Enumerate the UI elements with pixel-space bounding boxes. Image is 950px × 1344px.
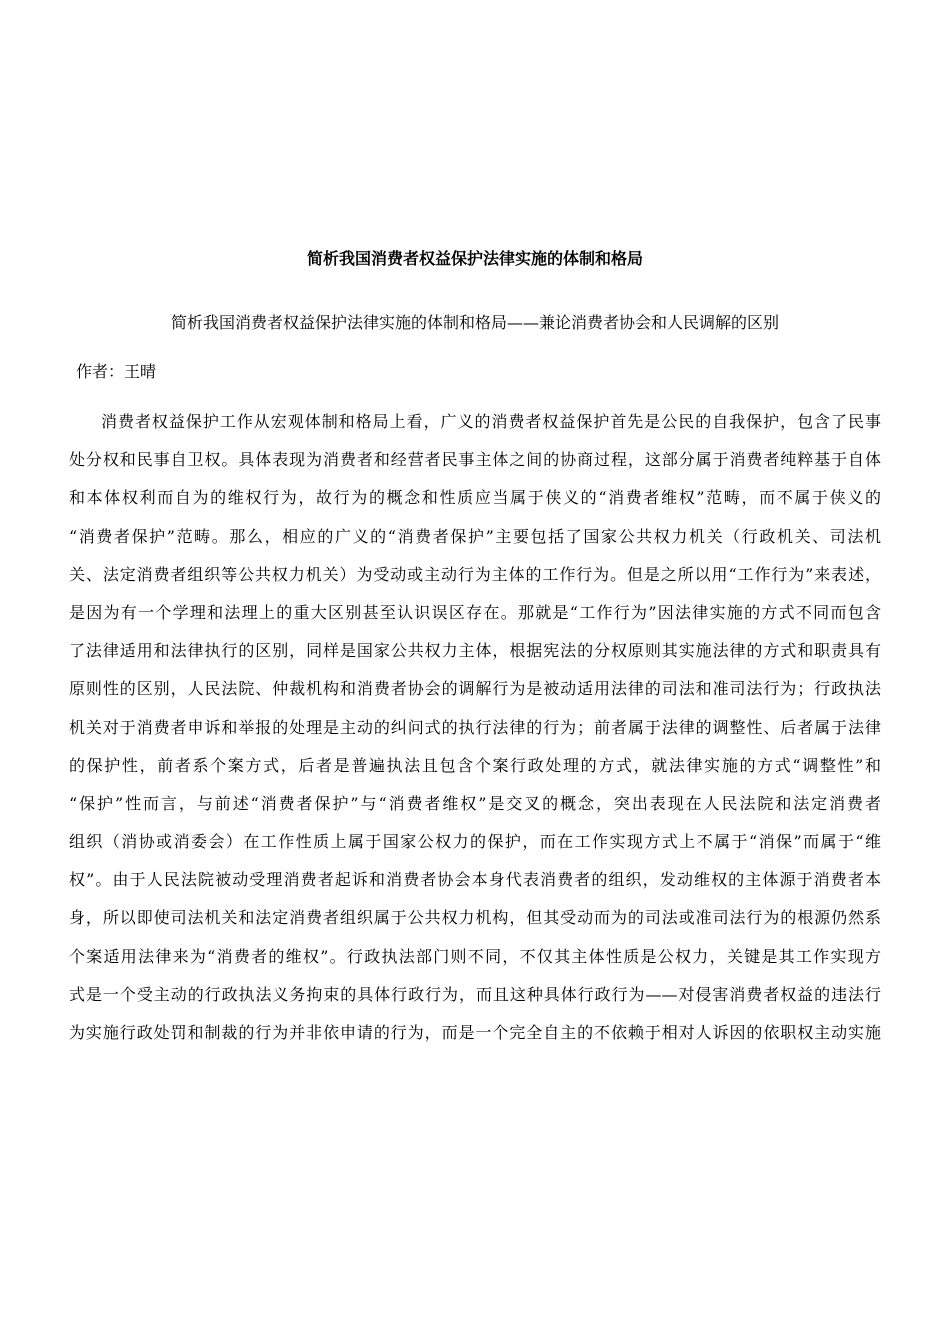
paragraph-line: 了法律适用和法律执行的区别，同样是国家公共权力主体，根据宪法的分权原则其实施法律的方式和职责具有 [69,641,881,661]
author-line: 作者：王晴 [76,362,157,381]
paragraph-line: “消费者保护”范畴。那么，相应的广义的“消费者保护”主要包括了国家公共权力机关（行政机关、司法机 [69,526,881,546]
paragraph-line: 和本体权利而自为的维权行为，故行为的概念和性质应当属于侠义的“消费者维权”范畴，而不属于侠义的 [69,488,881,508]
paragraph-line: 为实施行政处罚和制裁的行为并非依申请的行为，而是一个完全自主的不依赖于相对人诉因的依职权主动实施 [69,1023,881,1042]
paragraph-line: 组织（消协或消委会）在工作性质上属于国家公权力的保护，而在工作实现方式上不属于“消保”而属于“维 [69,832,881,852]
paragraph-line: 身，所以即使司法机关和法定消费者组织属于公共权力机构，但其受动而为的司法或准司法行为的根源仍然系 [69,908,881,928]
paragraph-line: “保护”性而言，与前述“消费者保护”与“消费者维权”是交叉的概念，突出表现在人民法院和法定消费者 [69,793,881,813]
paragraph-line: 个案适用法律来为“消费者的维权”。行政执法部门则不同，不仅其主体性质是公权力，关键是其工作实现方 [69,946,881,966]
paragraph-line: 关、法定消费者组织等公共权力机关）为受动或主动行为主体的工作行为。但是之所以用“工作行为”来表述， [69,564,881,584]
paragraph-line: 权”。由于人民法院被动受理消费者起诉和消费者协会本身代表消费者的组织，发动维权的主体源于消费者本 [69,870,881,890]
paragraph-line: 机关对于消费者申诉和举报的处理是主动的纠问式的执行法律的行为；前者属于法律的调整性、后者属于法律 [69,717,881,737]
document-subtitle: 简析我国消费者权益保护法律实施的体制和格局——兼论消费者协会和人民调解的区别 [170,313,779,332]
paragraph-line: 消费者权益保护工作从宏观体制和格局上看，广义的消费者权益保护首先是公民的自我保护，包含了民事 [101,412,881,431]
body-paragraph [69,411,881,1060]
document-title: 简析我国消费者权益保护法律实施的体制和格局 [306,249,643,268]
paragraph-line: 的保护性，前者系个案方式，后者是普遍执法且包含个案行政处理的方式，就法律实施的方式“调整性”和 [69,755,881,775]
paragraph-line: 是因为有一个学理和法理上的重大区别甚至认识误区存在。那就是“工作行为”因法律实施的方式不同而包含 [69,602,881,622]
paragraph-line: 原则性的区别，人民法院、仲裁机构和消费者协会的调解行为是被动适用法律的司法和准司法行为；行政执法 [69,679,881,699]
paragraph-line: 式是一个受主动的行政执法义务拘束的具体行政行为，而且这种具体行政行为——对侵害消费者权益的违法行 [69,984,881,1004]
paragraph-line: 处分权和民事自卫权。具体表现为消费者和经营者民事主体之间的协商过程，这部分属于消费者纯粹基于自体 [69,450,881,470]
